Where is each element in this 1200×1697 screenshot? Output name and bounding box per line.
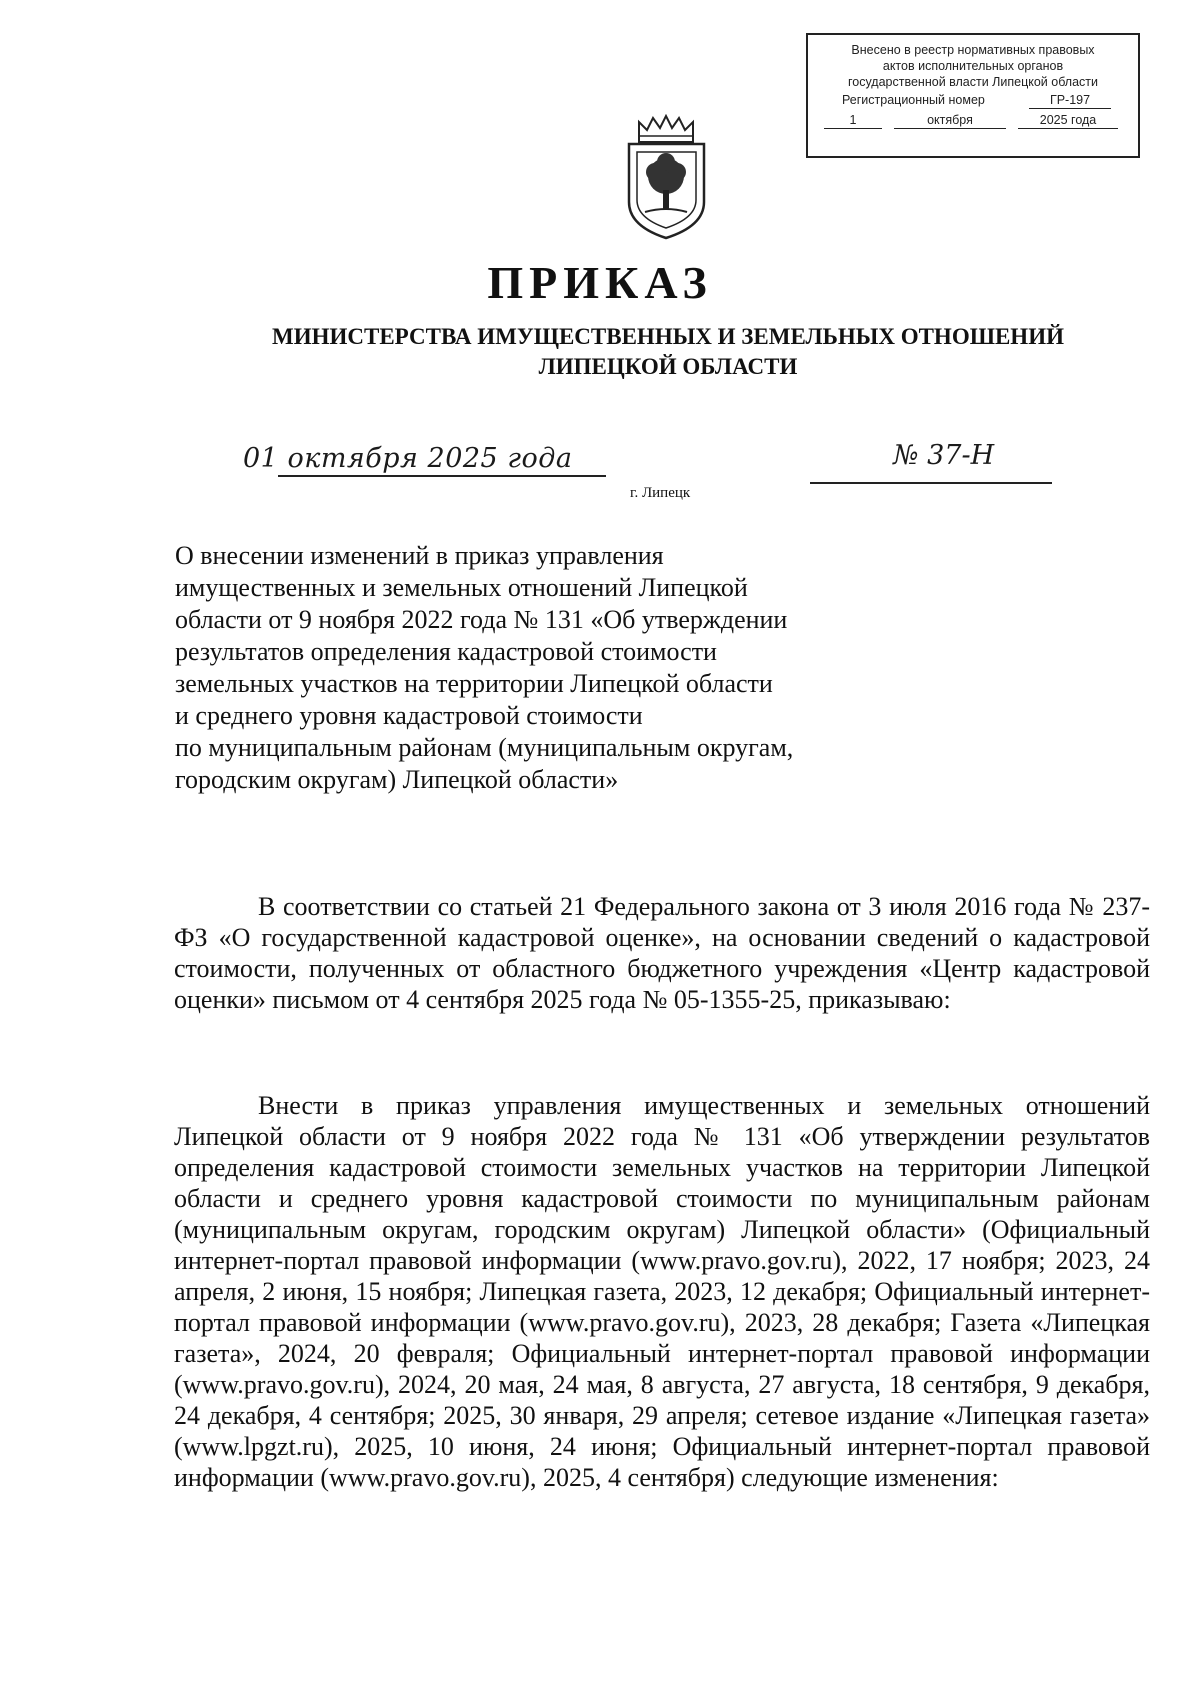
body-paragraph-legal-basis: В соответствии со статьей 21 Федерального закона от 3 июля 2016 года № 237-ФЗ «О государственной кадастровой оценке», на основании сведений о кадастровой стоимости, полученных от областного бюджетного учреждения «Центр кадастровой оценки» письмом от 4 сентября 2025 года № 05-1355-25, приказываю:: [174, 892, 1150, 1014]
subject-line: О внесении изменений в приказ управления: [175, 541, 664, 570]
stamp-line: государственной власти Липецкой области: [847, 75, 1099, 89]
stamp-day: 1: [824, 112, 882, 129]
subject-line: области от 9 ноября 2022 года № 131 «Об утверждении: [175, 605, 788, 634]
number-underline: [810, 482, 1052, 484]
subject-line: земельных участков на территории Липецкой области: [175, 669, 773, 698]
stamp-month: октября: [894, 112, 1006, 129]
subject-line: результатов определения кадастровой стоимости: [175, 637, 717, 666]
ministry-heading-line: МИНИСТЕРСТВА ИМУЩЕСТВЕННЫХ И ЗЕМЕЛЬНЫХ ОТНОШЕНИЙ: [272, 324, 1064, 349]
coat-of-arms-icon: [619, 114, 714, 241]
city-label: г. Липецк: [630, 485, 691, 501]
subject-line: по муниципальным районам (муниципальным округам,: [175, 733, 794, 762]
handwritten-number: № 37-Н: [893, 440, 995, 471]
document-title: ПРИКАЗ: [487, 257, 713, 308]
ministry-heading: [0, 322, 1200, 382]
subject-line: имущественных и земельных отношений Липецкой: [175, 573, 748, 602]
stamp-registration-number: ГР-197: [1029, 92, 1111, 109]
handwritten-date: 01 октября 2025 года: [243, 443, 573, 474]
stamp-registration-label: Регистрационный номер: [842, 93, 985, 107]
stamp-line: актов исполнительных органов: [882, 59, 1064, 73]
subject-line: городским округам) Липецкой области»: [175, 765, 619, 794]
date-underline: [278, 475, 606, 477]
registry-stamp: [806, 33, 1140, 158]
ministry-heading-line: ЛИПЕЦКОЙ ОБЛАСТИ: [538, 354, 798, 379]
stamp-date-row: [808, 109, 1138, 129]
stamp-year: 2025 года: [1018, 112, 1118, 129]
subject-block: [175, 540, 895, 796]
subject-line: и среднего уровня кадастровой стоимости: [175, 701, 643, 730]
stamp-line: Внесено в реестр нормативных правовых: [851, 43, 1095, 57]
body-paragraph-amendments: Внести в приказ управления имущественных и земельных отношений Липецкой области от 9 ноября 2022 года № 131 «Об утверждении результатов определения кадастровой стоимости земельных участков на территории Липецкой области и среднего уровня кадастровой стоимости по муниципальным районам (муниципальным округам, городским округам) Липецкой области» (Официальный интернет-портал правовой информации (www.pravo.gov.ru), 2022, 17 ноября; 2023, 24 апреля, 2 июня, 15 ноября; Липецкая газета, 2023, 12 декабря; Официальный интернет-портал правовой информации (www.pravo.gov.ru), 2023, 28 декабря; Газета «Липецкая газета», 2024, 20 февраля; Официальный интернет-портал правовой информации (www.pravo.gov.ru), 2024, 20 мая, 24 мая, 8 августа, 27 августа, 18 сентября, 9 декабря, 24 декабря, 4 сентября; 2025, 30 января, 29 апреля; сетевое издание «Липецкая газета» (www.lpgzt.ru), 2025, 10 июня, 24 июня; Официальный интернет-портал правовой информации (www.pravo.gov.ru), 2025, 4 сентября) следующие изменения:: [174, 1091, 1150, 1492]
stamp-registration-row: [808, 90, 1138, 109]
